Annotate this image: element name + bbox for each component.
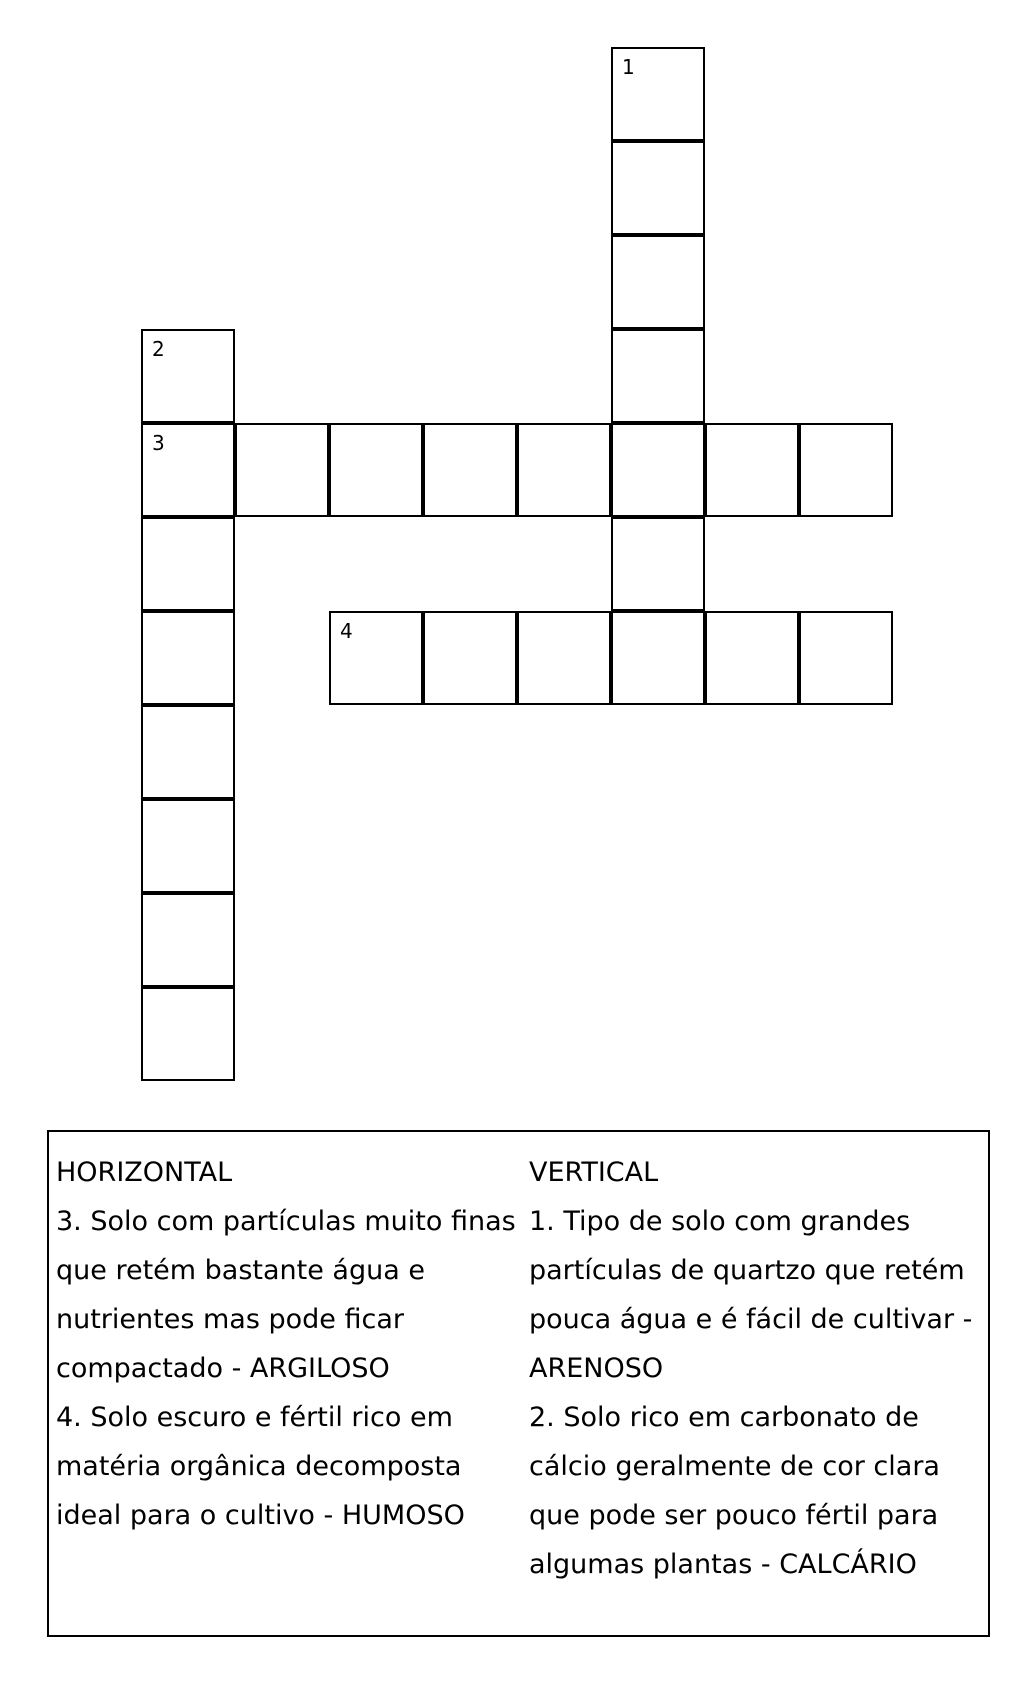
vertical-clue-line: que pode ser pouco fértil para [529, 1500, 939, 1531]
crossword-cell[interactable] [517, 423, 611, 517]
horizontal-clue-line: 3. Solo com partículas muito finas [56, 1206, 516, 1237]
crossword-cell[interactable] [329, 423, 423, 517]
horizontal-clue-line: nutrientes mas pode ficar [56, 1304, 404, 1335]
crossword-cell[interactable] [611, 329, 705, 423]
vertical-clue-line: pouca água e é fácil de cultivar - [529, 1304, 973, 1335]
horizontal-clue-line: matéria orgânica decomposta [56, 1451, 462, 1482]
crossword-cell[interactable] [611, 141, 705, 235]
vertical-clues [529, 1148, 979, 1589]
horizontal-clue-line: ideal para o cultivo - HUMOSO [56, 1500, 465, 1531]
crossword-cell[interactable] [141, 611, 235, 705]
clue-number: 3 [152, 431, 165, 455]
vertical-clue-line: algumas plantas - CALCÁRIO [529, 1549, 917, 1580]
crossword-cell[interactable] [611, 235, 705, 329]
crossword-cell[interactable] [799, 611, 893, 705]
vertical-clue-line: 1. Tipo de solo com grandes [529, 1206, 911, 1237]
crossword-cell[interactable] [705, 423, 799, 517]
horizontal-heading: HORIZONTAL [56, 1157, 233, 1188]
clue-number: 1 [622, 55, 635, 79]
crossword-cell[interactable] [611, 517, 705, 611]
crossword-cell[interactable] [141, 423, 235, 517]
horizontal-clue-line: 4. Solo escuro e fértil rico em [56, 1402, 453, 1433]
crossword-cell[interactable] [141, 705, 235, 799]
crossword-cell[interactable] [141, 329, 235, 423]
vertical-heading: VERTICAL [529, 1157, 659, 1188]
crossword-cell[interactable] [423, 423, 517, 517]
vertical-clue-line: 2. Solo rico em carbonato de [529, 1402, 919, 1433]
crossword-cell[interactable] [611, 47, 705, 141]
crossword-cell[interactable] [611, 611, 705, 705]
clues-box [47, 1130, 990, 1637]
crossword-cell[interactable] [517, 611, 611, 705]
vertical-clue-line: ARENOSO [529, 1353, 664, 1384]
crossword-cell[interactable] [141, 893, 235, 987]
crossword-cell[interactable] [705, 611, 799, 705]
horizontal-clue-line: compactado - ARGILOSO [56, 1353, 390, 1384]
crossword-cell[interactable] [611, 423, 705, 517]
crossword-cell[interactable] [141, 799, 235, 893]
crossword-cell[interactable] [799, 423, 893, 517]
crossword-cell[interactable] [329, 611, 423, 705]
crossword-cell[interactable] [235, 423, 329, 517]
vertical-clue-line: cálcio geralmente de cor clara [529, 1451, 940, 1482]
clue-number: 2 [152, 337, 165, 361]
horizontal-clue-line: que retém bastante água e [56, 1255, 425, 1286]
crossword-cell[interactable] [423, 611, 517, 705]
vertical-clue-line: partículas de quartzo que retém [529, 1255, 965, 1286]
crossword-cell[interactable] [141, 517, 235, 611]
clue-number: 4 [340, 619, 353, 643]
crossword-cell[interactable] [141, 987, 235, 1081]
horizontal-clues [56, 1148, 526, 1540]
